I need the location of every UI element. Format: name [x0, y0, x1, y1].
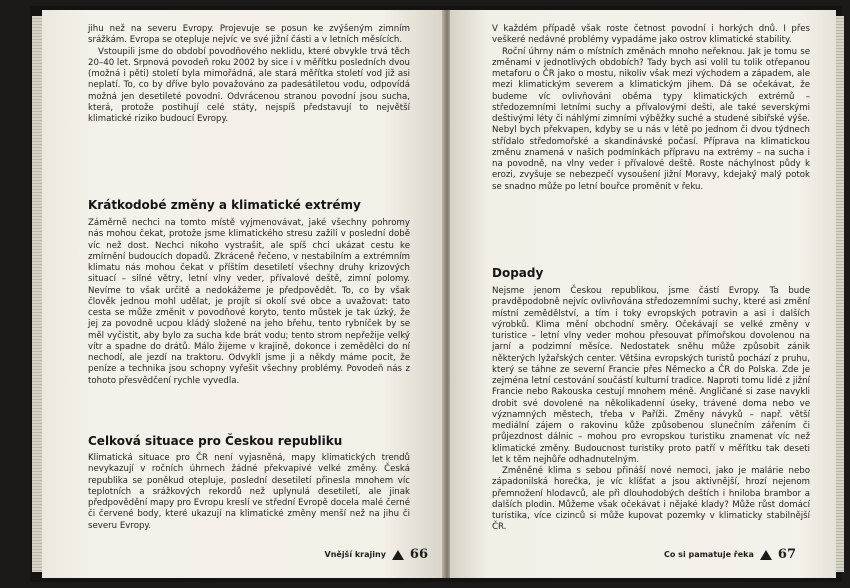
- page-number: 67: [777, 547, 796, 562]
- running-title: Co si pamatuje řeka: [664, 550, 754, 559]
- paragraph: Klimatická situace pro ČR není vyjasněná, mapy klimatických trendů nevykazují v ročních úhrnech žádné překvapivé velké změny. Česká republika se poněkud otepluje, poslední desetiletí přinesla mnohem víc teplotních a srážkových rekordů než uplynulá desetiletí, ale jinak předpovědění mapy pro Evropu kreslí ve střední Evropě docela malé černé či červené body, které ukazují na klimatické změny menší než na jihu či severu Evropy.: [88, 453, 410, 531]
- paragraph: jihu než na severu Evropy. Projevuje se posun ke zvýšeným zimním srážkám. Evropa se otepluje nejvíc ve své jižní části a v letních měsících.: [88, 24, 410, 46]
- section-heading: Celková situace pro Českou republiku: [88, 434, 343, 448]
- left-page-edges: [32, 16, 42, 572]
- page-footer: [664, 547, 796, 562]
- paragraph: Změněné klima s sebou přináší nové nemoci, jako je malárie nebo západonilská horečka, je víc klíšťat a jsou aktivnější, hrozí nejenom přemnožení hlodavců, ale při dlouhodobých deštích i hniloba brambor a dalších plodin. Můžeme však očekávat i nějaké klady? Může růst domácí turistika, více cizinců si může kupovat pozemky v klimaticky stabilnější ČR.: [492, 466, 810, 533]
- running-title: Vnější krajiny: [324, 550, 386, 559]
- paragraph: Roční úhrny nám o místních změnách mnoho neřeknou. Jak je tomu se změnami v jednotlivých obdobích? Tady bych asi volil tu tolik otřepanou metaforu o ČR jako o mostu, nikoliv však mezi východem a západem, ale mezi klimatickým severem a klimatickým jihem. Dá se očekávat, že budeme víc ovlivňováni oběma typy klimatických extrémů – středozemními letními suchy a přívalovými dešti, ale také severskými deštivými léty či náhlými zimními výběžky suché a studené sibiřské výše. Nebyl bych překvapen, kdyby se u nás v létě po jednom či dvou týdnech střídalo středomořské a skandinávské počasí. Příprava na klimatickou změnu znamená v našich podmínkách přípravu na extrémy – na sucha i na povodně, na vlny veder i přívalové deště. Roste náchylnost půdy k erozi, zvyšuje se nebezpečí vysoušení jižní Moravy, kdejaký malý potok se snadno může po letní bouřce proměnit v řeku.: [492, 46, 810, 192]
- section-heading: Dopady: [492, 266, 544, 280]
- paragraph: V každém případě však roste četnost povodní i horkých dnů. I přes veškeré nedávné problémy vypadáme jako ostrov klimatické stability.: [492, 24, 810, 46]
- triangle-icon: [392, 550, 404, 560]
- right-page-edges: [836, 16, 844, 572]
- section-heading: Krátkodobé změny a klimatické extrémy: [88, 198, 361, 212]
- triangle-icon: [760, 550, 772, 560]
- paragraph: Nejsme jenom Českou republikou, jsme částí Evropy. Ta bude pravděpodobně nejvíc ovlivňována středozemními suchy, které asi změní místní zemědělství, a tím i toky evropských potravin a asi i dalších výrobků. Klima mění obchodní směry. Očekávají se velké změny v turistice – letní vlny veder mohou přesouvat přímořskou dovolenou na jarní a podzimní měsíce. Nedostatek sněhu může způsobit zánik některých lyžařských center. Většina evropských turistů pochází z pruhu, který se táhne ze severní Francie přes Německo a ČR do Polska. Zde je zejména letní cestování součástí kulturní tradice. Naproti tomu lidé z jižní Francie nebo Rakouska cestují mnohem méně. Angličané si zase navykli drobit své dovolené na několikadenní úseky, trávené doma nebo ve významných městech, třeba v Paříži. Změny návyků – např. větší mediální zájem o rakovinu kůže způsobenou slunečním zářením či průjezdnost dálnic – mohou pro evropskou turistiku znamenat víc než klimatické změny. Budoucnost turistiky proto patří v měřítku tak deseti let k těm nejhůře odhadnutelným.: [492, 286, 810, 465]
- page-footer: [325, 547, 429, 562]
- left-page: [42, 10, 444, 578]
- open-book: [30, 6, 842, 582]
- paragraph: Záměrně nechci na tomto místě vyjmenovávat, jaké všechny pohromy nás mohou čekat, protože jsme klimatického stresu zažili v poslední době víc než dost. Nechci nikoho vystrašit, ale spíš chci ukázat cestu ke zmírnění budoucích dopadů. Zkráceně řečeno, v nestabilním a extrémním klimatu nás mohou čekat v příštím desetiletí všechny druhy krizových situací – silné větry, letní vlny veder, přívalové deště, zimní polomy. Nevíme to však určitě a nedokážeme je předpovědět. To, co by však člověk jednou mohl udělat, je projít si okolí své obce a uvažovat: tato cesta se může změnit v povodňové koryto, tento můstek je tak úzký, že jej za povodně ucpou kládý složené na jeho břehu, tento rybníček by se měl vyčistit, aby bylo za sucha kde brát vodu; tento strom nepřežije velký vítr a spadne do drátů. Málo žijeme v krajině, dokonce i zemědělci do ní nechodí, ale jezdí na traktoru. Odvykli jsme ji a někdy máme pocit, že peníze a technika jsou schopny vyřešit všechny problémy. Povodeň nás z tohoto přesvědčení rychle vyvedla.: [88, 218, 410, 386]
- paragraph: Vstoupili jsme do období povodňového neklidu, které obvykle trvá těch 20–40 let. Srpnová povodeň roku 2002 by sice i v měřítku posledních dvou (možná i pěti) století byla mimořádná, ale stará měřítka století vod již asi neplatí. To, co by dříve bylo považováno za padesátiletou vodu, odpovídá možná jen desetileté povodni. Odvrácenou stranou povodní jsou sucha, která, protože postihují celé státy, nejspíš představují to největší klimatické riziko budoucí Evropy.: [88, 46, 410, 124]
- page-number: 66: [409, 547, 428, 562]
- right-page: [450, 10, 836, 578]
